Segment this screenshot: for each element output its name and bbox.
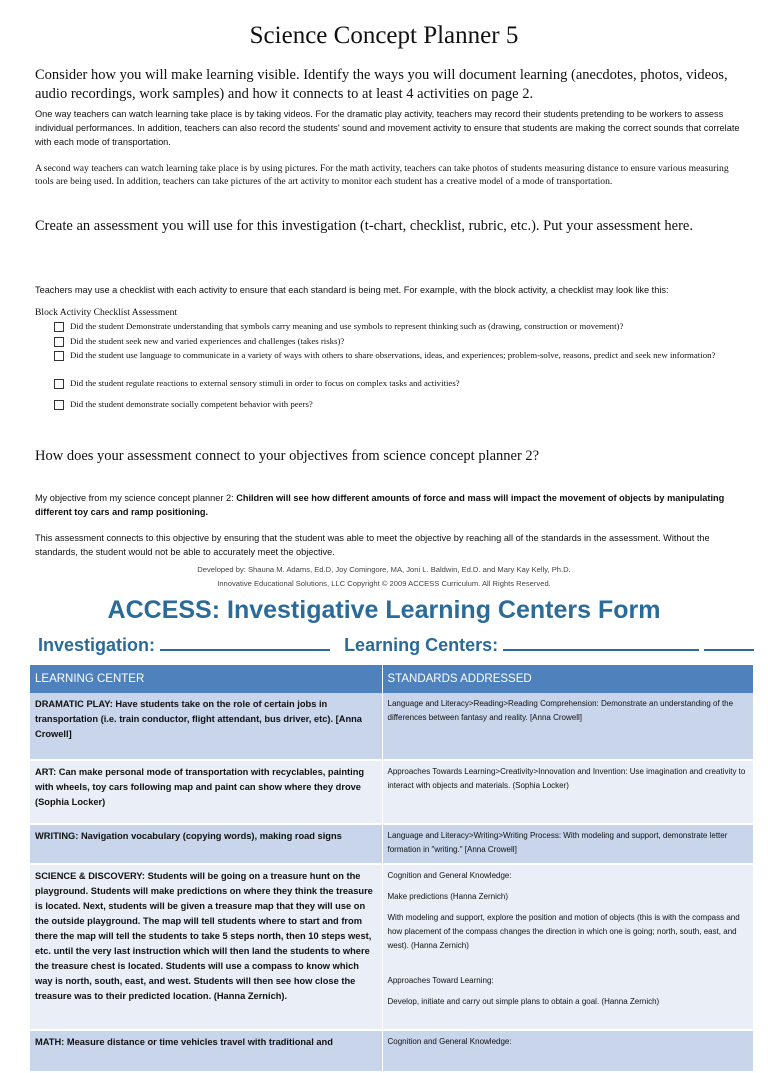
connection-prompt: How does your assessment connect to your objectives from science concept planner 2? xyxy=(35,448,540,464)
column-header-standards: STANDARDS ADDRESSED xyxy=(382,665,753,693)
assessment-prompt: Create an assessment you will use for this investigation (t-chart, checklist, rubric, etc.). Put your assessment here. xyxy=(35,218,693,234)
standards-text: Make predictions (Hanna Zernich) xyxy=(387,892,508,901)
answer-pictures: A second way teachers can watch learning take place is by using pictures. For the math activity, teachers can take photos of students measuring distance to ensure various measuring tools are being used. In addition, teachers can take pictures of the art activity to monitor each student has a creative model of a mode of transportation. xyxy=(35,163,729,187)
checklist-item xyxy=(54,398,759,411)
checklist-item-text: Did the student demonstrate socially competent behavior with peers? xyxy=(70,399,313,409)
table-row xyxy=(30,864,753,1030)
answer-videos: One way teachers can watch learning take place is by taking videos. For the dramatic play activity, teachers may record their students pretending to be workers to assess individual performances. In addition, teachers can also record the students' sound and movement activity to ensure that students are making the correct sounds that correlate with each mode of transportation. xyxy=(35,109,740,147)
center-cell: SCIENCE & DISCOVERY: Students will be going on a treasure hunt on the playground. Students will make predictions on where they think the treasure is located. Next, students will be given a treasure map that they will use on the outside playground. The map will tell students where to start and from there the map will tell the students to take 5 steps north, then 10 steps west, etc. until the very last instruction which will then land the students to where the treasure chest is located. Students will use a compass to know which way is north, south, east, and west. Students will then see how close the treasure was to their predicted location. (Hanna Zernich). xyxy=(30,864,382,1030)
checklist-item xyxy=(54,335,759,348)
learning-centers-table xyxy=(30,665,754,1073)
checklist-item-text: Did the student Demonstrate understanding that symbols carry meaning and use symbols to represent thinking such as (drawing, construction or movement)? xyxy=(70,321,624,331)
standards-text: Approaches Towards Learning>Creativity>Innovation and Invention: Use imagination and creativity to interact with objects and materials. (Sophia Locker) xyxy=(387,767,746,790)
table-row xyxy=(30,693,753,760)
credit-authors: Developed by: Shauna M. Adams, Ed.D, Joy Comingore, MA, Joni L. Baldwin, Ed.D. and Mary Kay Kelly, Ph.D. xyxy=(197,565,571,574)
checklist-item-text: Did the student regulate reactions to external sensory stimuli in order to focus on complex tasks and activities? xyxy=(70,378,460,388)
checkbox[interactable] xyxy=(54,351,64,361)
standards-cell xyxy=(382,693,753,760)
checklist-item-text: Did the student use language to communicate in a variety of ways with others to share observations, ideas, and experiences; problem-solve, reasons, predict and seek new information? xyxy=(70,350,716,360)
standards-text: Language and Literacy>Writing>Writing Process: With modeling and support, demonstrate letter formation in "writing." [Anna Crowell] xyxy=(387,831,728,854)
investigation-label: Investigation: xyxy=(38,635,156,655)
standards-text: With modeling and support, explore the position and motion of objects (this is with the compass and how placement of the compass changes the direction in which one is going; north, south, east, and west). (Hanna Zernich) xyxy=(387,913,740,950)
center-cell: WRITING: Navigation vocabulary (copying words), making road signs xyxy=(30,824,382,864)
investigation-blank[interactable] xyxy=(160,633,330,651)
standards-text: Cognition and General Knowledge: xyxy=(387,1037,512,1046)
checkbox[interactable] xyxy=(54,322,64,332)
connection-answer: This assessment connects to this objective by ensuring that the student was able to meet the objective by reaching all of the standards in the assessment. Without the standards, the student would not be able to accurately meet the objective. xyxy=(35,533,710,557)
standards-text: Approaches Toward Learning: xyxy=(387,976,494,985)
standards-cell xyxy=(382,1030,753,1072)
center-cell: DRAMATIC PLAY: Have students take on the role of certain jobs in transportation (i.e. train conductor, flight attendant, bus driver, etc). [Anna Crowell] xyxy=(30,693,382,760)
checklist-title: Block Activity Checklist Assessment xyxy=(35,307,178,318)
standards-text: Cognition and General Knowledge: xyxy=(387,871,512,880)
standards-cell xyxy=(382,824,753,864)
standards-cell xyxy=(382,864,753,1030)
checklist-item-text: Did the student seek new and varied experiences and challenges (takes risks)? xyxy=(70,336,345,346)
form-title: ACCESS: Investigative Learning Centers Form xyxy=(107,596,661,624)
standards-text: Develop, initiate and carry out simple plans to obtain a goal. (Hanna Zernich) xyxy=(387,997,660,1006)
standards-cell xyxy=(382,760,753,824)
standards-text: Language and Literacy>Reading>Reading Comprehension: Demonstrate an understanding of the differences between fantasy and reality. [Anna Crowell] xyxy=(387,699,734,722)
checkbox[interactable] xyxy=(54,337,64,347)
checklist-item xyxy=(54,349,754,362)
credit-copyright: Innovative Educational Solutions, LLC Copyright © 2009 ACCESS Curriculum. All Rights Reserved. xyxy=(217,579,551,588)
table-row xyxy=(30,760,753,824)
checkbox[interactable] xyxy=(54,379,64,389)
objective-text: Children will see how different amounts of force and mass will impact the movement of objects by manipulating different toy cars and ramp positioning. xyxy=(35,493,725,517)
checklist-item xyxy=(54,377,759,390)
centers-blank-2[interactable] xyxy=(704,633,754,651)
center-cell: ART: Can make personal mode of transportation with recyclables, painting with wheels, toy cars following map and paint can show where they drove (Sophia Locker) xyxy=(30,760,382,824)
checkbox[interactable] xyxy=(54,400,64,410)
page-title: Science Concept Planner 5 xyxy=(249,22,519,49)
center-cell: MATH: Measure distance or time vehicles travel with traditional and xyxy=(30,1030,382,1072)
intro-prompt: Consider how you will make learning visible. Identify the ways you will document learning (anecdotes, photos, videos, audio recordings, work samples) and how it connects to at least 4 activities on page 2. xyxy=(35,67,728,102)
column-header-center: LEARNING CENTER xyxy=(30,665,382,693)
centers-blank[interactable] xyxy=(503,633,699,651)
form-subheader xyxy=(38,633,758,656)
checklist-item xyxy=(54,320,759,333)
table-row xyxy=(30,1030,753,1072)
checklist-intro: Teachers may use a checklist with each activity to ensure that each standard is being met. For example, with the block activity, a checklist may look like this: xyxy=(35,285,669,295)
objective-paragraph xyxy=(35,491,735,519)
table-row xyxy=(30,824,753,864)
centers-label: Learning Centers: xyxy=(344,635,499,655)
objective-label: My objective from my science concept planner 2: xyxy=(35,493,237,503)
